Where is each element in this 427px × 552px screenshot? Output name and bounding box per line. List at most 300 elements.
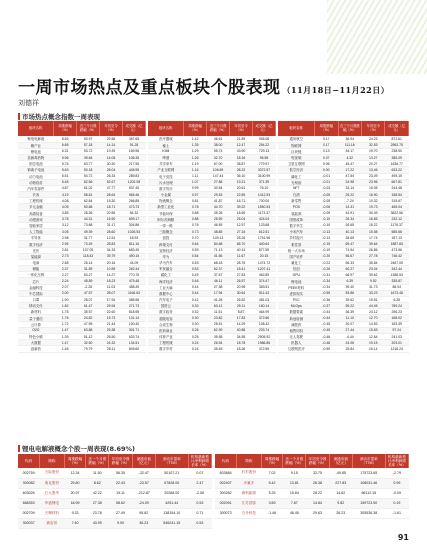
index-cell-value: 26.86: [362, 247, 385, 253]
stock-cell-value: 18.99: [64, 498, 85, 508]
stock-cell-value: 多氟多: [236, 478, 261, 488]
index-cell-name: 数字政务: [148, 309, 184, 315]
index-cell-value: 106.35: [123, 155, 146, 161]
index-cell-value: 5.76: [54, 161, 77, 167]
index-cell-value: 41.87: [207, 198, 230, 204]
index-cell-value: 374.47: [253, 278, 276, 284]
index-cell-value: 48.85: [207, 229, 230, 235]
index-cell-value: 56.33: [338, 259, 361, 265]
column-header: 成交额（亿元）: [253, 121, 276, 136]
index-cell-value: 53.27: [77, 272, 100, 278]
index-cell-value: 52.67: [100, 179, 123, 185]
column-header: 近三个月涨跌幅（%）: [338, 121, 361, 136]
index-cell-value: 372.66: [253, 315, 276, 321]
index-cell-name: 合成生物: [148, 321, 184, 327]
index-cell-value: 19.73: [362, 204, 385, 210]
index-cell-value: 241.03: [385, 334, 409, 340]
index-cell-value: 46.61: [207, 136, 230, 142]
index-cell-name: 宠物经济: [148, 247, 184, 253]
stock-cell-value: 175723.65: [352, 468, 385, 478]
index-cell-value: 106.69: [207, 167, 230, 173]
index-cell-name: 锂电池: [18, 148, 54, 154]
index-cell-value: 0.13: [315, 148, 338, 154]
index-cell-value: 86.04: [385, 284, 409, 290]
index-cell-value: 187.13: [385, 235, 409, 241]
index-cell-value: 25.38: [100, 327, 123, 333]
index-cell-value: 26.34: [338, 216, 361, 222]
index-cell-value: 39.62: [338, 296, 361, 302]
index-cell-name: 电子竞技: [148, 173, 184, 179]
index-cell-value: 20.27: [362, 161, 385, 167]
index-cell-value: -2.28: [77, 284, 100, 290]
index-cell-value: 0.44: [184, 284, 207, 290]
index-cell-value: 1636.77: [385, 161, 409, 167]
index-cell-value: -0.03: [315, 185, 338, 191]
stock-cell-value: 36.23: [132, 518, 155, 528]
index-cell-value: 41.56: [207, 253, 230, 259]
index-cell-value: -7.24: [338, 198, 361, 204]
index-cell-value: 27.88: [207, 179, 230, 185]
column-header: 简称: [39, 454, 64, 468]
column-header: 周涨跌幅（%）: [54, 121, 77, 136]
stock-cell-value: 11.50: [86, 468, 109, 478]
index-cell-name: 储能: [18, 266, 54, 272]
index-cell-value: 15.51: [362, 296, 385, 302]
index-cell-value: 27.78: [362, 253, 385, 259]
index-cell-value: 2963.75: [385, 142, 409, 148]
index-cell-value: 0.00: [315, 167, 338, 173]
index-cell-name: PVC: [278, 296, 315, 302]
index-cell-value: 168.02: [385, 315, 409, 321]
index-cell-value: 47.77: [100, 185, 123, 191]
index-cell-value: 335.87: [385, 278, 409, 284]
title-text: 一周市场热点及重点板块个股表现: [18, 78, 281, 98]
index-cell-value: 31.89: [77, 266, 100, 272]
stock-cell-value: 95.62: [132, 508, 155, 518]
index-cell-value: 40.14: [230, 247, 253, 253]
index-cell-value: 2.24: [54, 278, 77, 284]
index-cell-value: 0.26: [184, 327, 207, 333]
index-cell-value: 32.70: [207, 155, 230, 161]
index-cell-value: 11.10: [338, 315, 361, 321]
index-cell-value: 473.56: [385, 247, 409, 253]
index-cell-value: -0.44: [315, 315, 338, 321]
table-row: [18, 468, 212, 478]
index-cell-name: 工业大麻: [148, 284, 184, 290]
index-cell-value: 39.62: [362, 272, 385, 278]
table-row: [215, 498, 409, 508]
index-cell-name: 卫星互联网: [278, 161, 315, 167]
stock-cell-name: 002759: [18, 468, 39, 478]
index-cell-value: -0.48: [315, 340, 338, 346]
index-cell-value: 26.57: [230, 278, 253, 284]
index-cell-value: 0.44: [184, 290, 207, 296]
index-cell-name: 人工智能: [18, 229, 54, 235]
index-cell-value: 17.94: [100, 296, 123, 302]
index-cell-value: 585.68: [385, 229, 409, 235]
stock-table-header: [18, 454, 212, 468]
index-cell-value: 32.53: [362, 142, 385, 148]
stock-cell-value: 2.47: [188, 478, 211, 488]
index-cell-name: NFT: [278, 185, 315, 191]
index-cell-value: 30.30: [100, 161, 123, 167]
index-cell-name: 短视频: [278, 155, 315, 161]
index-cell-value: 18.22: [362, 222, 385, 228]
index-cell-name: 减肥药: [278, 321, 315, 327]
stock-cell-value: -49.85: [329, 468, 352, 478]
index-cell-value: 1474.72: [253, 259, 276, 265]
section-index-heading: [18, 112, 100, 121]
index-cell-value: 15.30: [100, 198, 123, 204]
index-cell-value: 3.05: [54, 229, 77, 235]
index-cell-value: 14.29: [230, 321, 253, 327]
table-row: [18, 488, 212, 498]
index-cell-value: 44.70: [207, 204, 230, 210]
index-cell-value: 4.08: [54, 198, 77, 204]
stock-cell-value: 14.84: [306, 498, 329, 508]
index-cell-value: 2.27: [54, 272, 77, 278]
index-cell-value: 34.55: [230, 334, 253, 340]
index-cell-value: 12.57: [230, 222, 253, 228]
index-cell-value: 11.51: [207, 309, 230, 315]
index-cell-name: 长寿: [18, 192, 54, 198]
stock-cell-value: 0.53: [188, 498, 211, 508]
stock-cell-name: 300082: [18, 478, 39, 488]
index-cell-name: 汽车电子: [148, 296, 184, 302]
index-cell-name: 创投: [148, 235, 184, 241]
column-header: 代码: [215, 454, 236, 468]
index-cell-value: 9.92: [362, 278, 385, 284]
index-table-3: [278, 121, 409, 353]
index-cell-value: 537.45: [123, 185, 146, 191]
stock-cell-value: 42.22: [86, 488, 109, 498]
index-cell-value: 699.17: [123, 216, 146, 222]
stock-cell-value: 14.62: [329, 488, 352, 498]
index-cell-value: 34.17: [338, 148, 361, 154]
index-cell-value: 3.78: [54, 216, 77, 222]
index-cell-value: 667.81: [385, 179, 409, 185]
index-cell-value: 28.60: [100, 229, 123, 235]
index-cell-name: 氢能源: [18, 253, 54, 259]
index-cell-value: 458.49: [123, 284, 146, 290]
index-cell-value: 1.16: [184, 167, 207, 173]
index-cell-value: 1173.37: [253, 210, 276, 216]
index-cell-value: 23.96: [362, 179, 385, 185]
index-cell-value: 2.00: [54, 290, 77, 296]
index-cell-value: 39.79: [100, 253, 123, 259]
index-cell-value: 2.98: [54, 235, 77, 241]
index-cell-value: -0.20: [315, 253, 338, 259]
index-cell-value: 0.17: [315, 142, 338, 148]
index-cell-value: 134.51: [123, 340, 146, 346]
index-cell-name: 新冠检测: [278, 315, 315, 321]
index-cell-value: 36.39: [338, 309, 361, 315]
index-cell-value: -0.09: [315, 210, 338, 216]
index-cell-value: 0.54: [184, 253, 207, 259]
index-cell-name: 小金属: [148, 192, 184, 198]
index-cell-value: 1.29: [184, 148, 207, 154]
index-cell-value: 53.72: [77, 148, 100, 154]
index-cell-value: 59.22: [338, 303, 361, 309]
index-cell-name: GPU: [278, 272, 315, 278]
column-header: 板块名称: [18, 121, 54, 136]
index-cell-name: 量子通信: [18, 315, 54, 321]
index-cell-value: 3822.56: [385, 210, 409, 216]
index-cell-value: 39.22: [230, 204, 253, 210]
column-header: 滚动市盈率（TTM）: [155, 454, 188, 468]
index-cell-value: 700.00: [253, 198, 276, 204]
index-cell-value: 746.42: [385, 253, 409, 259]
index-cell-value: 811.16: [123, 241, 146, 247]
index-cell-value: 45.47: [338, 161, 361, 167]
index-cell-value: 2.81: [54, 247, 77, 253]
index-cell-value: 44.31: [77, 216, 100, 222]
column-header: 成交额（亿元）: [385, 121, 409, 136]
stock-cell-value: 9.15: [283, 468, 306, 478]
index-cell-value: 0.06: [315, 161, 338, 167]
index-cell-value: 149.13: [207, 235, 230, 241]
index-cell-value: 27.38: [207, 284, 230, 290]
index-cell-value: 63.68: [77, 327, 100, 333]
index-cell-value: 342.44: [385, 266, 409, 272]
index-cell-value: 17.22: [338, 167, 361, 173]
index-cell-value: 108.42: [253, 321, 276, 327]
index-cell-value: 233.74: [253, 327, 276, 333]
index-cell-name: 阿尔茨海默: [148, 216, 184, 222]
index-cell-value: 57.24: [385, 327, 409, 333]
stock-table-2: [215, 454, 409, 519]
index-cell-name: 半导体: [18, 235, 54, 241]
index-cell-value: 22.60: [100, 309, 123, 315]
index-cell-value: 1673.48: [385, 290, 409, 296]
index-cell-value: 6.28: [385, 296, 409, 302]
column-header: 年初至今涨跌幅（%）: [306, 454, 329, 468]
index-cell-value: 1.90: [54, 296, 77, 302]
stock-cell-value: -23.57: [132, 478, 155, 488]
index-cell-value: 40.88: [230, 327, 253, 333]
table-row: [18, 498, 212, 508]
index-cell-value: 3100.99: [253, 173, 276, 179]
stock-table-1: [18, 454, 212, 529]
index-cell-value: 0.42: [184, 296, 207, 302]
index-cell-value: 3.12: [54, 222, 77, 228]
stock-cell-value: 20.97: [64, 488, 85, 498]
index-cell-value: 56.67: [338, 253, 361, 259]
index-cell-name: 华为: [148, 253, 184, 259]
index-cell-value: 47.57: [77, 290, 100, 296]
index-cell-value: -0.15: [315, 241, 338, 247]
index-cell-name: 数字乡村: [148, 346, 184, 352]
index-cell-value: 50.68: [77, 204, 100, 210]
index-cell-name: 白酒: [278, 192, 315, 198]
index-cell-value: 45.89: [77, 278, 100, 284]
column-header: 近一个月涨跌幅（%）: [283, 454, 306, 468]
index-cell-name: 国产软件: [278, 253, 315, 259]
index-cell-value: 0.73: [184, 229, 207, 235]
index-cell-value: 5.48: [54, 179, 77, 185]
stock-cell-name: 688353: [18, 498, 39, 508]
index-cell-value: 12.47: [230, 142, 253, 148]
page-number: 91: [397, 533, 409, 542]
index-cell-value: 29.56: [100, 136, 123, 142]
index-cell-value: 46.11: [207, 278, 230, 284]
stock-cell-value: 46.45: [283, 508, 306, 518]
index-cell-value: 770.75: [123, 272, 146, 278]
index-cell-value: 946.08: [253, 136, 276, 142]
index-cell-value: 1202.08: [123, 179, 146, 185]
index-cell-value: 24.82: [77, 315, 100, 321]
stock-cell-value: 58.62: [109, 498, 132, 508]
stock-cell-value: 5.25: [261, 488, 282, 498]
index-cell-value: 61.47: [77, 303, 100, 309]
index-cell-value: 28.04: [100, 167, 123, 173]
index-cell-value: 17.94: [207, 290, 230, 296]
stock-cell-value: -2.79: [385, 468, 408, 478]
index-cell-name: 动物疫苗: [18, 179, 54, 185]
index-cell-value: 1.47: [54, 340, 77, 346]
index-cell-value: 79.79: [77, 346, 100, 352]
index-cell-name: 光伏: [18, 247, 54, 253]
index-cell-value: 84.32: [123, 210, 146, 216]
index-cell-value: 0.64: [184, 241, 207, 247]
index-cell-value: 35.45: [207, 346, 230, 352]
index-cell-value: 11.67: [230, 253, 253, 259]
index-cell-name: 机器人: [278, 340, 315, 346]
index-cell-value: 2.37: [54, 266, 77, 272]
index-cell-value: -0.31: [315, 272, 338, 278]
index-cell-name: 中芯国际: [18, 290, 54, 296]
index-cell-value: 0.88: [184, 210, 207, 216]
table-row: [148, 346, 276, 352]
index-cell-value: 511.43: [253, 290, 276, 296]
column-header: 周涨跌幅（%）: [261, 454, 282, 468]
index-cell-value: 271.73: [123, 303, 146, 309]
stock-cell-value: 13.81: [283, 478, 306, 488]
index-cell-value: 13.46: [362, 167, 385, 173]
index-cell-value: 383.51: [253, 284, 276, 290]
index-cell-value: 23.82: [207, 315, 230, 321]
index-cell-value: 849.60: [123, 346, 146, 352]
index-cell-value: 24.98: [338, 179, 361, 185]
index-table-header: [18, 121, 146, 136]
index-cell-value: 27.44: [338, 327, 361, 333]
index-cell-value: 12.64: [362, 334, 385, 340]
index-cell-value: 0.33: [184, 303, 207, 309]
index-cell-value: 1.78: [54, 309, 77, 315]
stock-cell-name: 002091: [215, 498, 236, 508]
index-cell-value: 2905.92: [253, 334, 276, 340]
index-cell-value: 123.68: [253, 222, 276, 228]
index-cell-value: 24.06: [338, 340, 361, 346]
index-cell-value: 385.58: [123, 296, 146, 302]
index-cell-value: 4.05: [54, 204, 77, 210]
index-cell-name: 虚拟现实: [278, 290, 315, 296]
index-cell-value: 18.71: [100, 204, 123, 210]
index-table-2: [148, 121, 276, 353]
index-cell-name: 赣产业: [18, 142, 54, 148]
index-table-header: [278, 121, 409, 136]
index-cell-value: 1550.53: [253, 204, 276, 210]
index-cell-value: 872.61: [385, 136, 409, 142]
stock-cell-value: 华盛锂电: [39, 498, 64, 508]
index-cell-value: 2.68: [54, 259, 77, 265]
index-cell-value: 30.49: [362, 210, 385, 216]
index-cell-value: 2.95: [54, 241, 77, 247]
stock-cell-value: 7.87: [283, 498, 306, 508]
index-cell-value: 0.24: [184, 340, 207, 346]
section-stock-heading: [18, 444, 135, 453]
index-cell-value: 0.59: [184, 247, 207, 253]
index-cell-value: 15.63: [362, 327, 385, 333]
index-cell-value: 4.19: [54, 192, 77, 198]
section-index-title: 市场热点概念指数一周表现: [22, 113, 100, 121]
index-cell-name: 区块链: [278, 148, 315, 154]
index-cell-value: 12.70: [362, 315, 385, 321]
index-cell-name: 电商: [18, 259, 54, 265]
table-row: [215, 488, 409, 498]
index-cell-name: 氟化工: [278, 259, 315, 265]
index-cell-value: 101.14: [123, 315, 146, 321]
index-cell-value: 0.76: [184, 222, 207, 228]
index-cell-name: 国资云: [148, 303, 184, 309]
index-cell-name: 芯片: [18, 278, 54, 284]
stock-cell-name: 603026: [18, 488, 39, 498]
index-cell-value: 49.39: [77, 229, 100, 235]
index-cell-value: 25.22: [338, 192, 361, 198]
index-cell-value: 1.11: [184, 173, 207, 179]
stock-cell-value: 7.02: [261, 468, 282, 478]
index-cell-value: -0.19: [315, 247, 338, 253]
index-cell-value: 66.97: [338, 272, 361, 278]
stock-cell-value: 天际股份: [39, 468, 64, 478]
stock-cell-value: 26.23: [329, 508, 352, 518]
index-cell-value: 74.94: [338, 247, 361, 253]
index-cell-value: -4.44: [338, 334, 361, 340]
index-cell-value: 28.65: [338, 235, 361, 241]
stock-cell-value: 159723.50: [352, 498, 385, 508]
index-cell-value: 11.03: [100, 284, 123, 290]
index-cell-value: 18.16: [230, 155, 253, 161]
index-cell-value: 18.93: [123, 235, 146, 241]
column-header: 机构最新预计净利润增长率（%）: [385, 454, 408, 468]
index-cell-value: 612.51: [253, 229, 276, 235]
index-cell-value: 24.32: [100, 340, 123, 346]
index-cell-value: 35.57: [77, 309, 100, 315]
index-cell-value: 301.71: [123, 327, 146, 333]
index-cell-value: 36.10: [230, 173, 253, 179]
index-table-1: [18, 121, 146, 353]
index-cell-value: 26.14: [77, 259, 100, 265]
index-cell-value: 44.91: [338, 210, 361, 216]
index-cell-value: 26.33: [100, 173, 123, 179]
index-cell-value: 12.51: [100, 235, 123, 241]
page-title: [18, 73, 389, 98]
index-cell-value: 1.07: [184, 179, 207, 185]
index-cell-value: 51.12: [77, 334, 100, 340]
index-cell-name: 军民融合: [148, 266, 184, 272]
index-cell-name: 金融科技: [18, 284, 54, 290]
index-cell-value: 1026.53: [123, 229, 146, 235]
column-header: 板块名称: [278, 121, 315, 136]
section-marker-icon: [18, 113, 20, 120]
index-cell-value: 26.50: [100, 334, 123, 340]
index-cell-name: O2O: [18, 327, 54, 333]
index-cell-value: 3372.57: [253, 167, 276, 173]
index-cell-value: 4.87: [54, 185, 77, 191]
index-cell-name: MLOps: [278, 303, 315, 309]
index-cell-value: -0.10: [315, 216, 338, 222]
stock-cell-value: 138154.10: [155, 508, 188, 518]
